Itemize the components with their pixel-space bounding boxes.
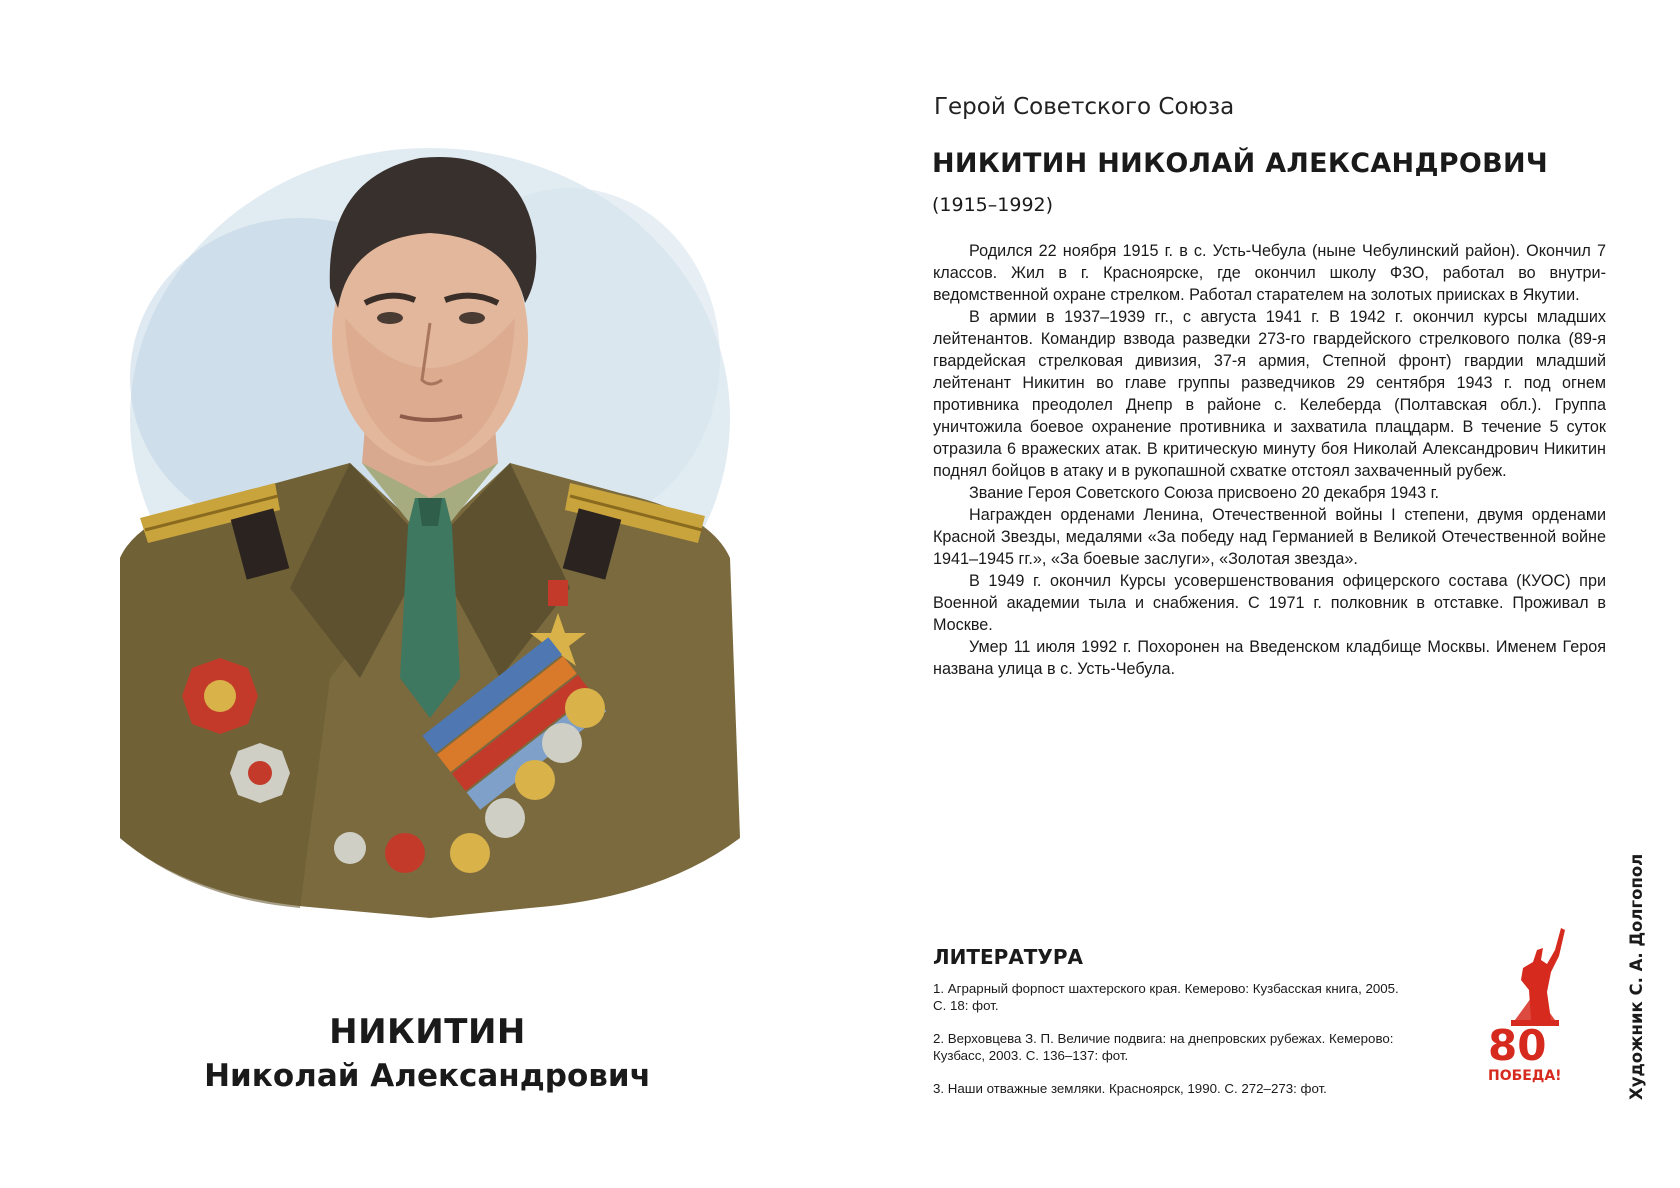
hero-category: Герой Советского Союза [934,94,1235,120]
literature-list [933,980,1403,1113]
literature-heading: ЛИТЕРАТУРА [933,945,1083,969]
caption-surname: НИКИТИН [329,1012,526,1052]
full-name-heading: НИКИТИН НИКОЛАЙ АЛЕКСАНДРОВИЧ [932,148,1549,179]
bio-paragraph: В 1949 г. окончил Курсы усовершенствования офицерского состава (КУОС) при Военной академии тыла и снабжения. С 1971 г. полковник в отставке. Проживал в Москве. [933,572,1606,634]
logo-number: 80 [1488,1021,1547,1070]
bio-paragraph: Звание Героя Советского Союза присвоено 20 декабря 1943 г. [969,484,1440,502]
right-page [840,0,1680,1188]
literature-item: 2. Верховцева З. П. Величие подвига: на днепровских рубежах. Кемерово: Кузбасс, 2003. С. 136–137: фот. [933,1031,1394,1063]
biography-text [933,240,1606,680]
victory-80-logo-icon [1485,920,1585,1110]
portrait-caption [150,1010,705,1098]
bio-paragraph: Умер 11 июля 1992 г. Похоронен на Введенском кладбище Москвы. Именем Героя названа улица в с. Усть-Чебула. [933,638,1606,678]
bio-paragraph: Родился 22 ноября 1915 г. в с. Усть-Чебула (ныне Чебулинский район). Окончил 7 классов. Жил в г. Красноярске, где окончил школу ФЗО, работал во внутриведомственной охране стрелком. Работал старателем на золотых приисках в Якутии. [933,242,1606,304]
caption-given-names: Николай Александрович [204,1058,651,1094]
portrait-icon [100,118,755,963]
literature-item: 1. Аграрный форпост шахтерского края. Кемерово: Кузбасская книга, 2005. С. 18: фот. [933,981,1399,1013]
artist-credit: Художник С. А. Долгопол [1627,853,1646,1100]
life-years: (1915–1992) [932,194,1054,216]
bio-paragraph: Награжден орденами Ленина, Отечественной войны I степени, двумя орденами Красной Звезды, медалями «За победу над Германией в Великой Отечественной войне 1941–1945 гг.», «За боевые заслуги», «Золотая звезда». [933,506,1606,568]
logo-word: ПОБЕДА! [1488,1068,1562,1084]
literature-item: 3. Наши отважные земляки. Красноярск, 1990. С. 272–273: фот. [933,1081,1327,1096]
bio-paragraph: В армии в 1937–1939 гг., с августа 1941 г. В 1942 г. окончил курсы младших лейтенантов. Командир взвода разведки 273-го гвардейского стрелкового полка (89-я гвардейская стрелковая дивизия, 37-я армия, Степной фронт) гвардии младший лейтенант Никитин во главе группы разведчиков 29 сентября 1943 г. под огнем противника преодолел Днепр в районе с. Келеберда (Полтавская обл.). Группа уничтожила боевое охранение противника и захватила плацдарм. В течение 5 суток отразила 6 вражеских атак. В критическую минуту боя Николай Александрович Никитин поднял бойцов в атаку и в рукопашной схватке отстоял захваченный рубеж. [933,308,1606,480]
